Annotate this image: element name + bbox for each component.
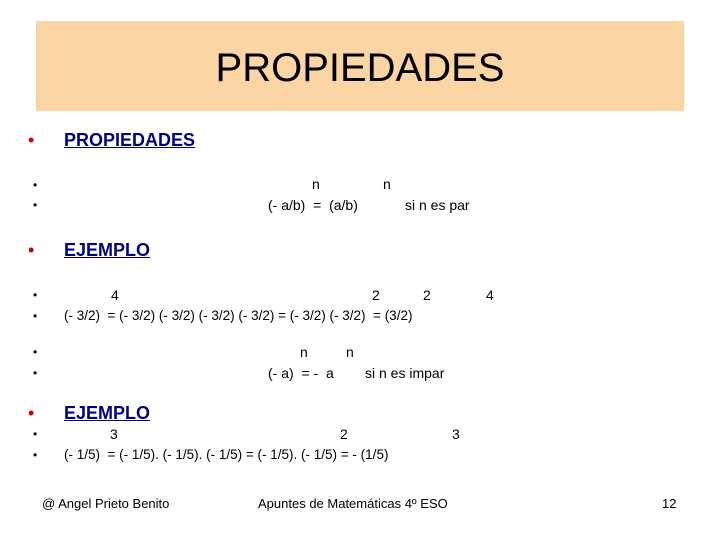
formula-note: si n es impar bbox=[365, 365, 445, 381]
section-heading-propiedades: PROPIEDADES bbox=[64, 130, 196, 150]
bullet: • bbox=[33, 427, 38, 441]
formula-line: (- a/b) = (a/b) bbox=[268, 197, 358, 213]
section-heading-ejemplo-2: EJEMPLO bbox=[64, 403, 151, 423]
bullet: • bbox=[33, 288, 38, 302]
exponent: 4 bbox=[486, 287, 494, 303]
bullet: • bbox=[28, 130, 35, 150]
exponent: 3 bbox=[110, 426, 118, 442]
bullet: • bbox=[33, 309, 38, 323]
bullet: • bbox=[33, 366, 38, 380]
bullet: • bbox=[28, 240, 35, 260]
bullet: • bbox=[33, 448, 38, 462]
title-banner bbox=[36, 21, 684, 111]
exponent: n bbox=[383, 176, 391, 192]
formula-note: si n es par bbox=[405, 197, 470, 213]
formula-line: (- 1/5) = (- 1/5). (- 1/5). (- 1/5) = (- 1/5). (- 1/5) = - (1/5) bbox=[64, 447, 389, 462]
exponent: 4 bbox=[111, 287, 119, 303]
slide-title: PROPIEDADES bbox=[215, 46, 505, 90]
bullet: • bbox=[33, 198, 38, 212]
exponent: n bbox=[312, 176, 320, 192]
bullet: • bbox=[33, 178, 38, 192]
exponent: 2 bbox=[340, 426, 348, 442]
page-number: 12 bbox=[662, 496, 677, 511]
exponent: 2 bbox=[372, 287, 380, 303]
exponent: 3 bbox=[452, 426, 460, 442]
section-heading-ejemplo: EJEMPLO bbox=[64, 240, 151, 260]
exponent: 2 bbox=[423, 287, 431, 303]
exponent: n bbox=[346, 344, 354, 360]
exponent: n bbox=[300, 344, 308, 360]
footer-course: Apuntes de Matemáticas 4º ESO bbox=[258, 496, 448, 511]
formula-line: (- a) = - a bbox=[268, 365, 334, 381]
bullet: • bbox=[28, 403, 35, 423]
formula-line: (- 3/2) = (- 3/2) (- 3/2) (- 3/2) (- 3/2) = (- 3/2) (- 3/2) = (3/2) bbox=[64, 308, 413, 323]
footer-author: @ Angel Prieto Benito bbox=[42, 496, 170, 511]
bullet: • bbox=[33, 345, 38, 359]
